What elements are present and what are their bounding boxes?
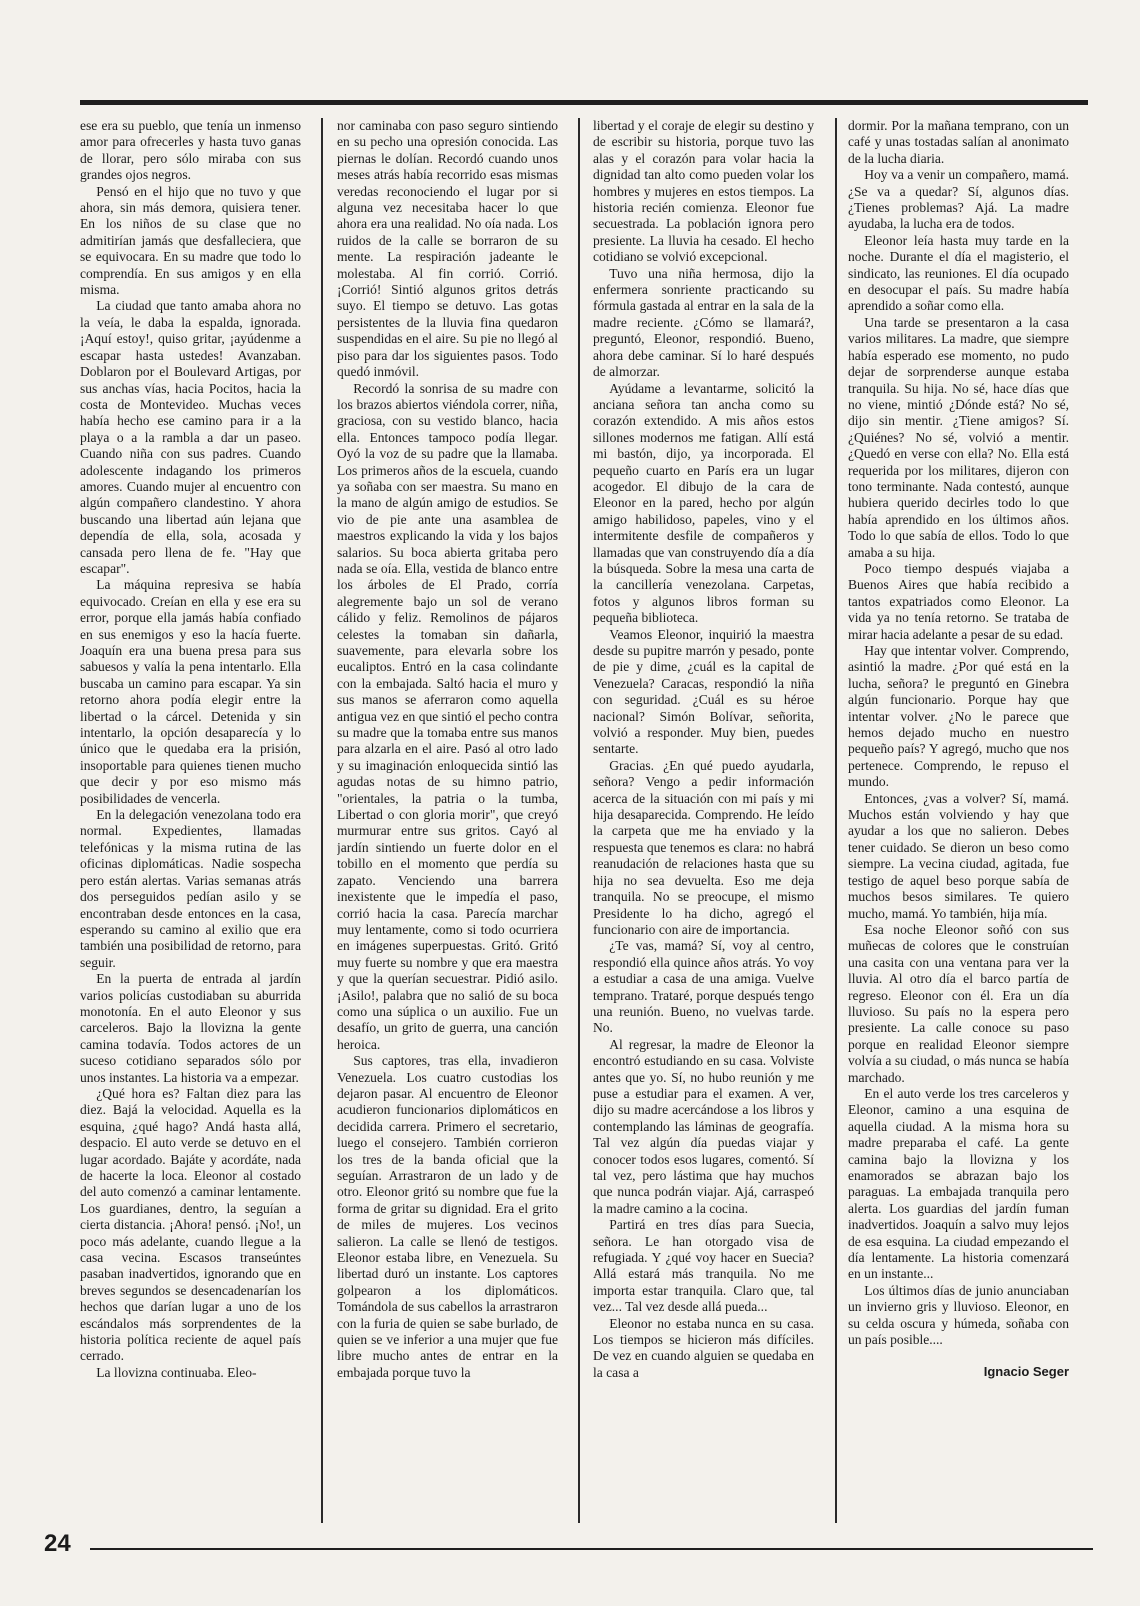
paragraph: Partirá en tres días para Suecia, señora. Le han otorgado visa de refugiada. Y ¿qué voy hacer en Suecia? Allá estará más tranquila. No me importa estar tranquila. Claro que, tal vez... Tal vez desde allá pueda...: [593, 1217, 814, 1315]
paragraph: Entonces, ¿vas a volver? Sí, mamá. Muchos están volviendo y hay que ayudar a los que no salieron. Debes tener cuidado. Se dieron un beso como siempre. La vecina ciudad, agitada, fue testigo de aquel beso porque sabía de muchos besos similares. Te quiero mucho, mamá. Yo también, hija mía.: [848, 790, 1069, 921]
column-2: [337, 118, 558, 1538]
paragraph: En la delegación venezolana todo era normal. Expedientes, llamadas telefónicas y la misma rutina de las oficinas diplomáticas. Nadie sospecha pero están alertas. Varias semanas atrás dos perseguidos pedían asilo y se encontraban desde entonces en la casa, esperando su camino al exilio que era también una posibilidad de retorno, para seguir.: [80, 807, 301, 970]
paragraph: dormir. Por la mañana temprano, con un café y unas tostadas salían al anonimato de la lucha diaria.: [848, 118, 1069, 166]
paragraph: Veamos Eleonor, inquirió la maestra desde su pupitre marrón y pesado, ponte de pie y dime, ¿cuál es la capital de Venezuela? Caracas, respondió la niña con seguridad. ¿Cuál es su héroe nacional? Simón Bolívar, señorita, volvió a responder. Muy bien, puedes sentarte.: [593, 626, 814, 757]
paragraph: ese era su pueblo, que tenía un inmenso amor para ofrecerles y hasta tuvo ganas de llorar, pero sólo miraba con sus grandes ojos negros.: [80, 118, 301, 183]
paragraph: Hay que intentar volver. Comprendo, asintió la madre. ¿Por qué está en la lucha, señora? le preguntó en Ginebra algún funcionario. Porque hay que intentar volver. ¿No le parece que hemos dejado mucho en nuestro pequeño país? Y agregó, mucho que nos pertenece. Comprendo, le repuso el mundo.: [848, 643, 1069, 790]
paragraph: Eleonor no estaba nunca en su casa. Los tiempos se hicieron más difíciles. De vez en cuando alguien se quedaba en la casa a: [593, 1315, 814, 1380]
paragraph: ¿Qué hora es? Faltan diez para las diez. Bajá la velocidad. Aquella es la esquina, ¿qué hago? Andá hasta allá, despacio. El auto verde se detuvo en el lugar acordado. Bajáte y acordáte, nada de hacerte la loca. Eleonor al costado del auto comenzó a caminar lentamente. Los guardianes, dentro, la seguían a cierta distancia. ¡Ahora! pensó. ¡No!, un poco más adelante, cuando llegue a la casa vecina. Escasos transeúntes pasaban inadvertidos, ignorando que en breves segundos se desencadenarían los hechos que darían lugar a uno de los escándalos más sorprendentes de la historia política reciente de aquel país cerrado.: [80, 1085, 301, 1364]
paragraph: Sus captores, tras ella, invadieron Venezuela. Los cuatro custodias los dejaron pasar. Al encuentro de Eleonor acudieron funcionarios diplomáticos en decidida carrera. Primero el secretario, luego el consejero. También corrieron los tres de la banda oficial que la seguían. Arrastraron de un lado y de otro. Eleonor gritó su nombre que fue la forma de gritar su dignidad. Era el grito de miles de mujeres. Los vecinos salieron. La calle se llenó de testigos. Eleonor estaba libre, en Venezuela. Su libertad duró un instante. Los captores golpearon a los diplomáticos. Tomándola de sus cabellos la arrastraron con la furia de quien se sabe burlado, de quien se ve inferior a una mujer que fue libre mucho antes de entrar en la embajada porque tuvo la: [337, 1053, 558, 1380]
paragraph: ¿Te vas, mamá? Sí, voy al centro, respondió ella quince años atrás. Yo voy a estudiar a casa de una amiga. Vuelve temprano. Trataré, porque después tengo una reunión. Bueno, no vuelvas tarde. No.: [593, 938, 814, 1036]
paragraph: Tuvo una niña hermosa, dijo la enfermera sonriente practicando su fórmula gastada al entrar en la sala de la madre reciente. ¿Cómo se llamará?, preguntó, Eleonor, respondió. Bueno, ahora debe caminar. Sí lo haré después de almorzar.: [593, 265, 814, 380]
paragraph: La máquina represiva se había equivocado. Creían en ella y ese era su error, porque ella jamás había confiado en sus enemigos y eso la hacía fuerte. Joaquín era una buena presa para sus sabuesos y valía la pena intentarlo. Ella buscaba un camino para escapar. Ya sin retorno ahora podía elegir entre la libertad o la cárcel. Detenida y sin intentarlo, la opción desaparecía y lo único que le quedaba era la prisión, insoportable para quienes tienen mucho que decir y por eso mismo más posibilidades de vencerla.: [80, 577, 301, 806]
bottom-rule: [90, 1548, 1093, 1550]
paragraph: Eleonor leía hasta muy tarde en la noche. Durante el día el magisterio, el sindicato, las reuniones. El día ocupado en desocupar el país. Su madre había aprendido a soñar como ella.: [848, 232, 1069, 314]
paragraph: En el auto verde los tres carceleros y Eleonor, camino a una esquina de aquella ciudad. A la misma hora su madre preparaba el café. La gente camina bajo la llovizna y los enamorados se abrazan bajo los paraguas. La embajada tranquila pero alerta. Los guardias del jardín fuman inadvertidos. Joaquín a salvo muy lejos de esa esquina. La ciudad empezando el día lentamente. La historia comenzará en un instante...: [848, 1085, 1069, 1282]
paragraph: Esa noche Eleonor soñó con sus muñecas de colores que le construían una casita con una ventana para ver la lluvia. Al otro día el barco partía de regreso. Eleonor con él. Era un día lluvioso. Su país no la espera pero presiente. La calle conoce su paso porque en realidad Eleonor siempre volvía a su ciudad, o más nunca se había marchado.: [848, 921, 1069, 1085]
column-1: [80, 118, 301, 1538]
paragraph: Poco tiempo después viajaba a Buenos Aires que había recibido a tantos expatriados como Eleonor. La vida ya no tenía retorno. Se trataba de mirar hacia adelante a pesar de su edad.: [848, 560, 1069, 642]
paragraph: Gracias. ¿En qué puedo ayudarla, señora? Vengo a pedir información acerca de la situación con mi país y mi hija desaparecida. Comprendo. He leído la carpeta que me ha enviado y la respuesta que tenemos es clara: no habrá reanudación de relaciones hasta que su hija no sea devuelta. Eso me deja tranquila. No se preocupe, el mismo Presidente lo ha dicho, agregó el funcionario con aire de importancia.: [593, 757, 814, 937]
paragraph: En la puerta de entrada al jardín varios policías custodiaban su aburrida monotonía. En el auto Eleonor y sus carceleros. Bajo la llovizna la gente camina todavía. Todos actores de un suceso cotidiano separados sólo por unos instantes. La historia va a empezar.: [80, 971, 301, 1085]
paragraph: libertad y el coraje de elegir su destino y de escribir su historia, porque tuvo las alas y el corazón para volar hacia la dignidad tan alto como pueden volar los hombres y mujeres en estos tiempos. La historia recién comienza. Eleonor fue secuestrada. La población ignora pero presiente. La lluvia ha cesado. El hecho cotidiano se volvió excepcional.: [593, 118, 814, 265]
column-divider: [321, 118, 323, 1523]
paragraph: La llovizna continuaba. Eleo-: [96, 1364, 257, 1380]
paragraph: Hoy va a venir un compañero, mamá. ¿Se va a quedar? Sí, algunos días. ¿Tienes problemas? Ajá. La madre ayudaba, la lucha era de todos.: [848, 167, 1069, 232]
paragraph: Ayúdame a levantarme, solicitó la anciana señora tan ancha como su corazón extendido. A mis años estos sillones modernos me fatigan. Allí está mi bastón, dijo, ya incorporada. El pequeño cuarto en París era un lugar acogedor. El dibujo de la cara de Eleonor en la pared, hecho por algún amigo habilidoso, papeles, vino y el intermitente desfile de compañeros y llamadas que van construyendo día a día la búsqueda. Sobre la mesa una carta de la cancillería venezolana. Carpetas, fotos y algunos libros forman su pequeña biblioteca.: [593, 380, 814, 626]
column-divider: [578, 118, 580, 1523]
paragraph: nor caminaba con paso seguro sintiendo en su pecho una opresión conocida. Las piernas le dolían. Recordó cuando unos meses atrás había recorrido esas mismas veredas reconociendo el lugar por si alguna vez necesitaba hacer lo que ahora era una realidad. No oía nada. Los ruidos de la calle se borraron de su mente. La respiración jadeante le molestaba. Al fin corrió. Corrió. ¡Corrió! Sintió algunos gritos detrás suyo. El tiempo se detuvo. Las gotas persistentes de la lluvia fina quedaron suspendidas en el aire. Su pie no llegó al piso para dar los siguientes pasos. Todo quedó inmóvil.: [337, 118, 558, 380]
page-number: 24: [44, 1530, 71, 1557]
paragraph: La ciudad que tanto amaba ahora no la veía, le daba la espalda, ignorada. ¡Aquí estoy!, quiso gritar, ¡ayúdenme a escapar hasta ustedes! Avanzaban. Doblaron por el Boulevard Artigas, por sus anchas vías, hacia Pocitos, hacia la costa de Montevideo. Muchas veces había hecho ese camino para ir a la playa o a la rambla a dar un paseo. Cuando niña con sus padres. Cuando adolescente indagando los primeros amores. Cuando mujer al encuentro con algún compañero clandestino. Y ahora buscando una libertad aún lejana que dependía de ella, sola, acosada y cansada pero llena de fe. "Hay que escapar".: [80, 298, 301, 576]
column-divider: [835, 118, 837, 1523]
paragraph: Los últimos días de junio anunciaban un invierno gris y lluvioso. Eleonor, en su celda oscura y húmeda, soñaba con un país posible....: [848, 1282, 1069, 1348]
paragraph: Recordó la sonrisa de su madre con los brazos abiertos viéndola correr, niña, graciosa, con su vestido blanco, hacia ella. Entonces tampoco podía llegar. Oyó la voz de su padre que la llamaba. Los primeros años de la escuela, cuando ya soñaba con ser maestra. Su mano en la mano de algún amigo de estudios. Se vio de pie ante una asamblea de maestros explicando la vida y los bajos salarios. Su boca abierta gritaba pero nada se oía. Ella, vestida de blanco entre los árboles de El Prado, corría alegremente bajo un sol de verano cálido y feliz. Remolinos de pájaros celestes la tomaban sin dañarla, suavemente, para elevarla sobre los eucaliptos. Entró en la casa colindante con la embajada. Saltó hacia el muro y sus manos se aferraron como aquella antigua vez en que sintió el pecho contra su madre que la tomaba entre sus manos para alzarla en el aire. Pasó al otro lado y su imaginación enloquecida sintió las agudas notas de su himno patrio, "orientales, la patria o la tumba, Libertad o con gloria morir", que creyó murmurar entre sus gritos. Cayó al jardín sintiendo un fuerte dolor en el tobillo en el momento que perdía su zapato. Venciendo una barrera inexistente que le impedía el paso, corrió hacia la casa. Parecía marchar muy lentamente, como si todo ocurriera en imágenes superpuestas. Gritó. Gritó muy fuerte su nombre y que era maestra y que la querían secuestrar. Pidió asilo. ¡Asilo!, palabra que no salió de su boca como una súplica o un auxilio. Fue un desafío, un grito de guerra, una canción heroica.: [337, 380, 558, 1052]
column-3: [593, 118, 814, 1538]
paragraph: Una tarde se presentaron a la casa varios militares. La madre, que siempre había esperado ese momento, no pudo dejar de sorprenderse aunque estaba tranquila. Su hija. No sé, hace días que no viene, mintió ¿Dónde está? No sé, dijo sin mentir. ¿Tiene amigos? Sí. ¿Quiénes? No sé, volvió a mentir. ¿Quedó en verse con ella? No. Ella está requerida por los militares, dijeron con tono terminante. Nada contestó, aunque hubiera querido decirles todo lo que había aprendido en los últimos años. Todo lo que sabía de ellos. Todo lo que amaba a su hija.: [848, 314, 1069, 560]
paragraph: Pensó en el hijo que no tuvo y que ahora, sin más demora, quisiera tener. En los niños de su clase que no admitirían jamás que desfalleciera, que se equivocara. En su madre que todo lo comprendía. En sus amigos y en ella misma.: [80, 183, 301, 298]
top-rule: [80, 100, 1088, 105]
column-4: [848, 118, 1069, 1538]
paragraph: Al regresar, la madre de Eleonor la encontró estudiando en su casa. Volviste antes que yo. Sí, no hubo reunión y me puse a estudiar para el examen. A ver, dijo su madre acercándose a los libros y contemplando las láminas de geografía. Tal vez algún día puedas viajar y conocer todos esos lugares, comentó. Sí tal vez, pero lástima que hay muchos que nunca podrán viajar. Ajá, carraspeó la madre camino a la cocina.: [593, 1036, 814, 1216]
author-signature: Ignacio Seger: [983, 1364, 1069, 1380]
